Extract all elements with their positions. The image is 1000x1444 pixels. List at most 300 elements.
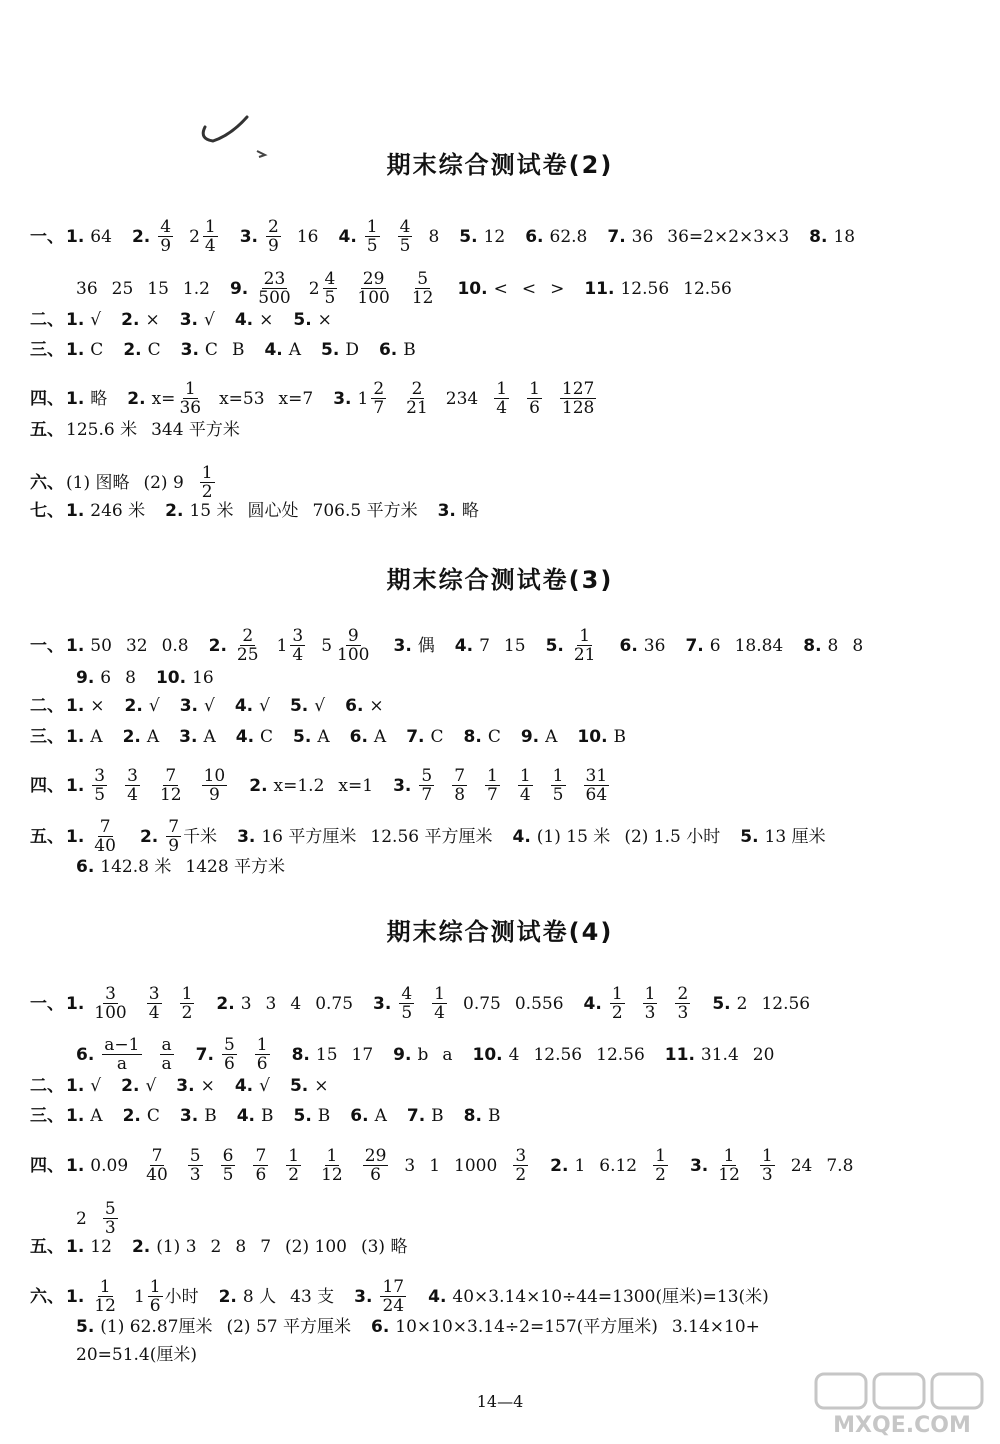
fraction [160,1036,174,1073]
answer-value: √ [203,310,215,330]
question-item [30,1237,126,1257]
answer-line [30,464,237,501]
question-number: 3. [179,1106,199,1126]
numerator: 9 [347,626,359,646]
numerator: 1 [181,984,193,1004]
question-number: 1. [66,501,85,521]
answer-value [90,985,130,1022]
answer-value: 7.8 [826,1155,854,1176]
answer-value [397,985,416,1022]
numerator: 5 [417,269,429,289]
mixed-whole: 1 [357,388,369,409]
numerator: 4 [160,217,172,237]
fraction [572,627,598,664]
question-number: 3. [179,310,198,330]
answer-value: B [431,1106,444,1126]
fraction [494,380,509,417]
question-item [584,279,745,299]
answer-value: √ [90,1076,102,1096]
numerator: 5 [104,1199,116,1219]
answer-value: 13 厘米 [764,826,826,847]
category-label: 五、 [30,1237,64,1257]
denominator: 24 [382,1296,405,1316]
numerator: 7 [165,766,177,786]
question-item [690,1147,867,1184]
question-item [264,340,315,360]
question-item [293,727,344,747]
mixed-whole: 1 [133,1286,145,1307]
answer-value: 6 [709,635,721,656]
question-number: 4. [236,1106,255,1126]
question-item [30,767,243,804]
answer-value [264,218,283,255]
answer-value: √ [203,696,215,716]
answer-value [158,1036,176,1073]
answer-value: 16 [296,226,319,247]
answer-value: 15 [503,635,526,656]
question-number: 6. [76,1044,95,1065]
denominator: 7 [373,398,385,418]
answer-value [396,218,415,255]
answer-value: × [200,1076,215,1096]
question-number: 5. [459,226,478,247]
answer-value: × [90,696,105,716]
fraction [485,767,500,804]
question-item [290,696,339,716]
answer-value [363,218,382,255]
question-item [76,1036,190,1073]
question-item [406,727,457,747]
answer-value: A [146,727,160,747]
answer-value: A [90,1106,103,1126]
question-number: 2. [249,775,268,796]
question-number: 4. [338,226,357,247]
question-item [438,501,493,521]
fraction [716,1147,742,1184]
answer-value [156,218,175,255]
numerator: 2 [677,984,689,1004]
answer-value [516,767,535,804]
question-item [407,1106,458,1126]
numerator: 4 [324,269,336,289]
answer-value: 2 [736,993,748,1014]
numerator: 1 [611,984,623,1004]
question-number: 1. [66,340,85,360]
question-item [76,1317,365,1337]
numerator: 29 [362,269,385,289]
watermark-logo [812,1370,992,1440]
fraction [323,270,338,307]
answer-value: 略 [461,501,479,521]
question-number: 5. [321,340,340,360]
fraction [203,218,218,255]
question-number: 3. [354,1286,373,1307]
answer-value: 7 [479,635,490,656]
question-number: 8. [803,635,822,656]
question-number: 6. [345,696,364,716]
numerator: 23 [263,269,286,289]
denominator: 7 [487,785,498,805]
fraction [452,767,467,804]
question-item [550,1147,684,1184]
denominator: 4 [127,785,138,805]
answer-value: 略 [90,388,108,409]
answer-value: 1000 [454,1155,498,1176]
question-number: 2. [124,696,143,716]
answer-value: 36 [631,226,654,247]
fraction [256,270,292,307]
answer-value: √ [314,696,326,716]
answer-value: 16 平方厘米 [261,826,357,847]
question-number: 6. [619,635,638,656]
answer-value [251,1147,270,1184]
category-label: 三、 [30,1106,64,1126]
fraction [255,1036,270,1073]
answer-value: × [317,310,332,330]
question-item [290,1076,343,1096]
denominator: 9 [160,236,172,256]
denominator: 6 [149,1296,161,1316]
question-number: 1. [66,1076,85,1096]
question-number: 2. [131,1237,151,1257]
question-number: 1. [66,696,85,716]
answer-value: A [288,340,302,360]
numerator: 1 [201,463,213,483]
answer-value [90,1278,120,1315]
answer-value [200,767,230,804]
denominator: 3 [761,1165,773,1185]
question-number: 10. [457,278,488,299]
answer-value: 0.8 [161,635,189,656]
fraction [158,767,184,804]
section-title: 期末综合测试卷(4) [386,918,614,946]
fraction [158,218,173,255]
answer-value: B [231,340,245,360]
denominator: 21 [406,398,428,418]
denominator: 100 [337,645,370,665]
question-number: 3. [333,388,352,409]
numerator: 2 [268,217,279,237]
answer-value: 3 [240,993,252,1014]
answer-line [30,696,404,716]
answer-value [361,1147,391,1184]
numerator: 31 [585,766,608,786]
denominator: 12 [321,1165,343,1185]
answer-value: 1428 平方米 [185,857,286,877]
answer-value: 64 [90,226,112,247]
numerator: 1 [204,217,216,237]
section-title: 期末综合测试卷(2) [386,151,614,179]
category-label: 六、 [30,1286,64,1307]
numerator: 3 [292,626,304,646]
answer-prefix: x= [151,388,176,409]
question-item [180,696,229,716]
answer-value: × [369,696,384,716]
fraction [221,1147,236,1184]
category-label: 三、 [30,340,64,360]
answer-value: x=1 [338,775,374,796]
fraction [125,767,140,804]
answer-value [219,1147,238,1184]
question-number: 2. [122,1106,141,1126]
answer-value: B [260,1106,274,1126]
question-item [292,1045,388,1065]
question-item [209,627,388,664]
question-number: 10. [155,668,187,688]
fraction [92,1278,118,1315]
question-item [521,727,572,747]
numerator: 4 [401,984,413,1004]
answer-value: < [521,278,537,299]
answer-value [358,380,389,417]
numerator: 3 [148,984,160,1004]
question-number: 5. [545,635,564,656]
numerator: 10 [203,766,226,786]
question-number: 5. [289,1076,309,1096]
denominator: 5 [222,1165,234,1185]
answer-value: C [430,727,444,747]
answer-value [220,1036,239,1073]
answer-line [76,1317,780,1337]
page-number: 14—4 [476,1392,524,1411]
fraction [355,270,391,307]
question-number: 5. [740,826,759,847]
question-item [127,380,327,417]
answer-value: 2 [210,1237,222,1257]
answer-line [30,310,352,330]
question-number: 1. [66,635,85,656]
answer-value: 36 [76,278,98,299]
numerator: 7 [255,1146,267,1166]
answer-value: 8 [428,226,440,247]
numerator: 5 [223,1035,235,1055]
denominator: 64 [585,785,608,805]
question-item [230,270,452,307]
answer-value [145,985,164,1022]
answer-line [30,1147,873,1184]
question-item [249,776,387,796]
question-item [165,501,431,521]
question-item [333,380,612,417]
answer-value [378,1278,408,1315]
question-item [620,636,680,656]
denominator: 40 [146,1165,168,1185]
answer-value: 16 [192,668,214,688]
question-item [123,1106,174,1126]
answer-value: 62.8 [549,226,588,247]
question-number: 4. [583,993,602,1014]
question-number: 2. [121,310,140,330]
denominator: 8 [454,785,466,805]
question-number: 11. [584,278,615,299]
answer-value: C [147,340,161,360]
answer-value [156,767,186,804]
answer-value: √ [259,1076,270,1096]
denominator: 6 [256,1054,268,1074]
answer-value [277,627,308,664]
answer-value [408,270,438,307]
answer-value [582,767,612,804]
numerator: 127 [561,379,595,399]
question-item [30,310,115,330]
fraction [399,985,414,1022]
question-item [76,857,299,877]
question-item [181,340,259,360]
question-number: 4. [264,340,283,360]
answer-value: 12.56 [683,278,732,299]
question-item [156,668,228,688]
numerator: 7 [99,817,111,837]
numerator: 1 [326,1146,338,1166]
answer-value: 12 [90,1237,112,1257]
question-item [76,1200,134,1237]
question-number: 4. [428,1286,447,1307]
answer-value: 18.84 [734,635,784,656]
fraction [103,1200,118,1237]
question-number: 1. [66,727,85,747]
answer-value [651,1147,670,1184]
answer-value: 25 [111,278,134,299]
answer-value: x=7 [278,388,314,409]
denominator: 3 [189,1165,201,1185]
denominator: 9 [268,236,279,256]
numerator: 1 [644,984,656,1004]
answer-value: C [204,340,218,360]
answer-value [714,1147,744,1184]
answer-value: B [317,1106,331,1126]
question-item [235,310,288,330]
denominator: 100 [357,288,390,308]
answer-value [164,818,217,855]
category-label: 四、 [30,1155,64,1176]
answer-value [189,218,220,255]
category-label: 五、 [30,826,64,847]
question-number: 1. [66,388,85,409]
answer-value: 0.75 [315,993,354,1014]
question-item [525,227,601,247]
question-number: 2. [165,501,184,521]
answer-value: B [403,340,416,360]
question-number: 3. [437,501,456,521]
question-item [30,1147,544,1184]
question-item [577,727,640,747]
answer-value [253,1036,272,1073]
question-number: 2. [139,826,159,847]
question-item [464,727,515,747]
denominator: 128 [561,398,595,418]
question-item [121,310,174,330]
question-item [350,1106,401,1126]
answer-value: 20 [752,1044,775,1065]
question-item [235,1076,284,1096]
answer-value: 8 [852,635,864,656]
answer-value: (2) 1.5 小时 [624,826,721,847]
answer-value: x=1.2 [273,775,325,796]
numerator: 5 [189,1146,201,1166]
question-item [30,501,159,521]
question-item [512,827,734,847]
denominator: 9 [168,836,180,856]
question-number: 6. [76,857,95,877]
question-item [712,994,824,1014]
denominator: 2 [201,482,213,502]
answer-value [608,985,627,1022]
answer-value: (2) 100 [285,1237,347,1257]
answer-suffix: 千米 [183,826,218,847]
answer-value: 3.14×10+ [671,1317,760,1337]
answer-line [30,627,883,664]
mixed-whole: 1 [276,635,288,656]
answer-value [673,985,692,1022]
answer-value: × [259,310,274,330]
question-number: 2. [121,1076,140,1096]
question-number: 2. [208,635,227,656]
fraction [319,1147,345,1184]
question-item [345,696,398,716]
question-item [321,340,373,360]
question-item [371,1317,774,1337]
answer-value [549,767,568,804]
question-item [240,218,333,255]
fraction [363,1147,389,1184]
answer-value [570,627,600,664]
question-number: 8. [463,1106,482,1126]
question-number: 6. [378,340,398,360]
question-number: 5. [293,727,312,747]
fraction [202,767,228,804]
question-item [379,340,430,360]
svg-text:MXQE.COM: MXQE.COM [833,1413,971,1438]
question-item [30,727,117,747]
question-number: 4. [454,635,474,656]
category-label: 四、 [30,775,64,796]
answer-value: B [613,727,627,747]
answer-value: 2 [76,1208,87,1229]
denominator: 2 [655,1165,666,1185]
answer-value: D [345,340,359,360]
question-number: 2. [218,1286,237,1307]
answer-line [30,727,646,747]
numerator: 1 [184,379,196,399]
question-item [76,279,224,299]
question-number: 4. [235,727,255,747]
answer-value: B [204,1106,217,1126]
answer-value [417,767,436,804]
fraction [253,1147,268,1184]
answer-value: 6 [100,668,112,688]
answer-line [30,420,260,440]
answer-value [142,1147,172,1184]
answer-value: 142.8 米 [100,857,172,877]
denominator: 5 [399,236,411,256]
question-number: 3. [176,1076,195,1096]
fraction [527,380,542,417]
answer-value: A [373,727,387,747]
answer-value: 20=51.4(厘米) [76,1345,197,1365]
answer-value: 8 [235,1237,247,1257]
question-item [30,696,119,716]
denominator: 36 [179,398,202,418]
question-item [428,1287,783,1307]
numerator: 1 [529,379,540,399]
question-item [740,827,839,847]
answer-value [402,380,432,417]
numerator: 4 [399,217,411,237]
question-number: 7. [406,727,425,747]
question-number: 1. [66,1155,85,1176]
question-item [132,1237,422,1257]
answer-line [76,1036,794,1073]
